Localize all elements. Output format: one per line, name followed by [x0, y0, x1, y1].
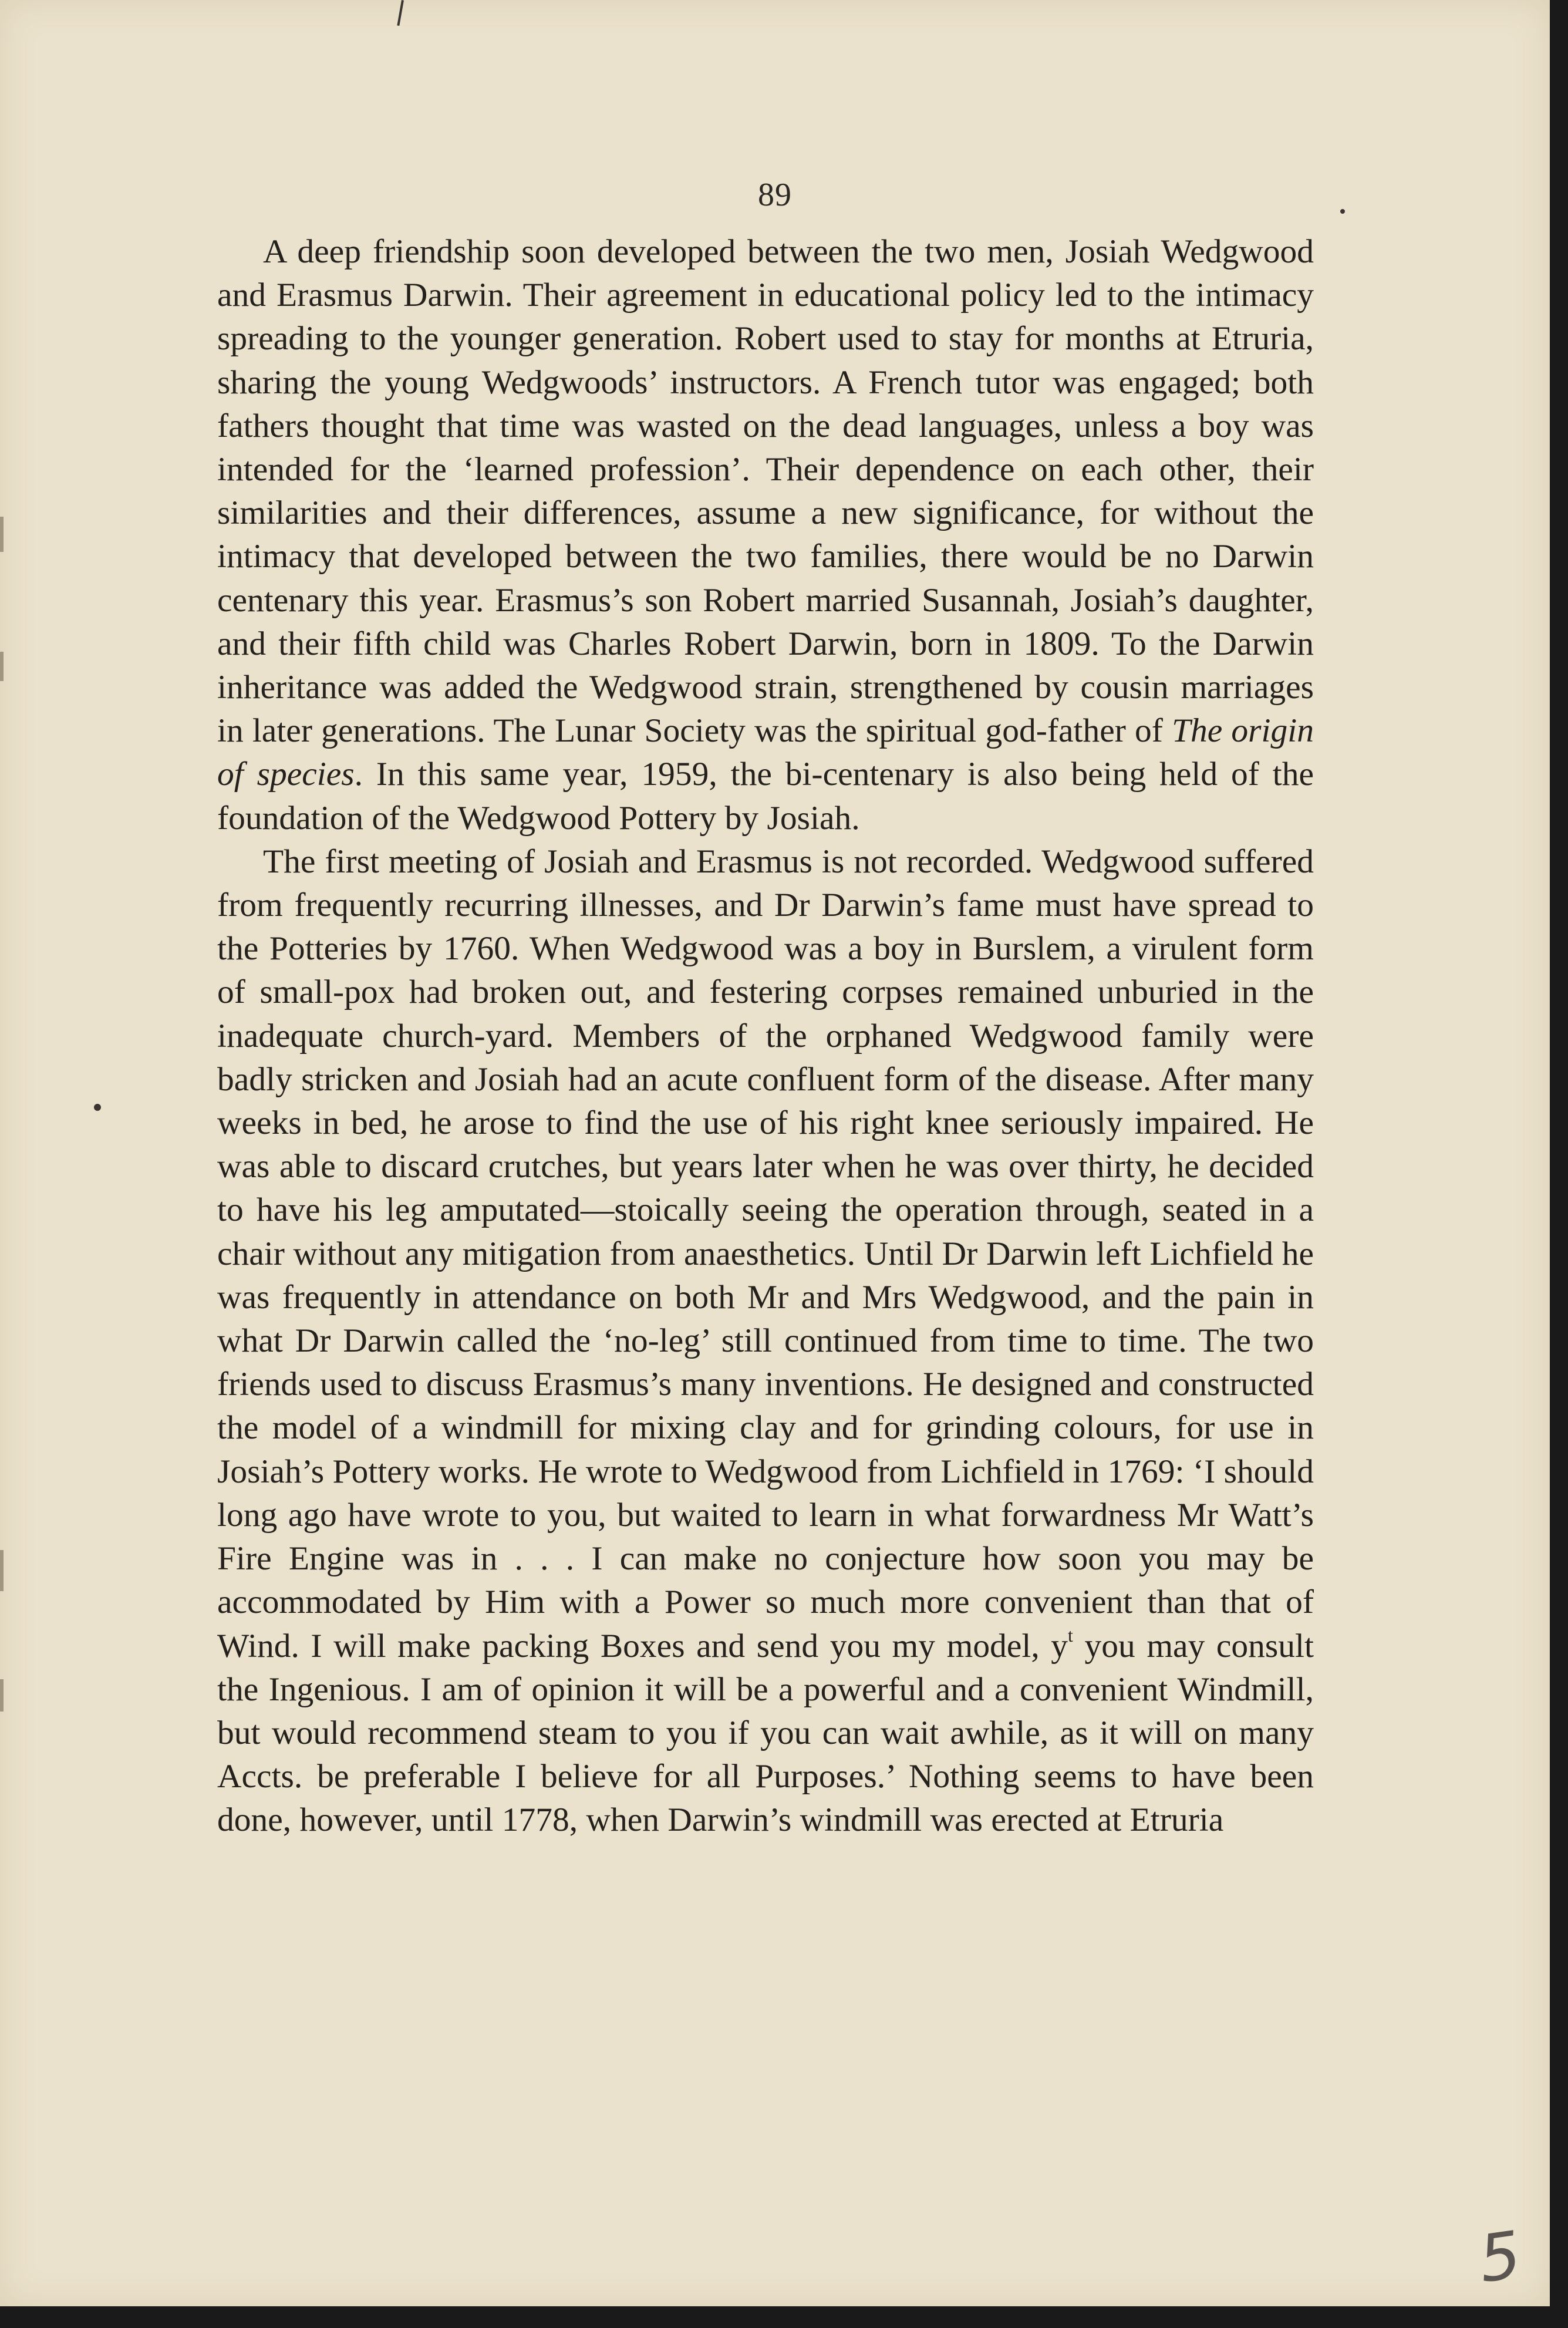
ink-stroke [397, 0, 404, 26]
superscript: t [1068, 1624, 1073, 1646]
ink-speck [94, 1104, 101, 1111]
binding-mark [0, 652, 4, 681]
binding-mark [0, 1550, 4, 1591]
body-text [217, 230, 1314, 1842]
binding-mark [0, 1679, 4, 1712]
paragraph-2: The first meeting of Josiah and Erasmus is not recorded. Wedgwood suffered from frequently recurring illnesses, and Dr Darwin’s fame must have spread to the Potteries by 1760. When Wedgwood was a boy in Burslem, a virulent form of small-pox had broken out, and festering corpses remained unburied in the inadequate church-yard. Members of the orphaned Wedgwood family were badly stricken and Josiah had an acute confluent form of the disease. After many weeks in bed, he arose to find the use of his right knee seriously impaired. He was able to discard crutches, but years later when he was over thirty, he decided to have his leg amputated—stoically seeing the operation through, seated in a chair without any mitigation from anaesthetics. Until Dr Darwin left Lichfield he was frequently in attendance on both Mr and Mrs Wedgwood, and the pain in what Dr Darwin called the ‘no-leg’ still continued from time to time. The two friends used to discuss Erasmus’s many inventions. He designed and constructed the model of a windmill for mixing clay and for grinding colours, for use in Josiah’s Pottery works. He wrote to Wedgwood from Lichfield in 1769: ‘I should long ago have wrote to you, but waited to learn in what forwardness Mr Watt’s Fire Engine was in . . . I can make no conjecture how soon you may be accommodated by Him with a Power so much more convenient than that of Wind. I will make packing Boxes and send you my model, $y^t$ you may consult the Ingenious. I am of opinion it will be a powerful and a convenient Windmill, but would recommend steam to you if you can wait awhile, as it will on many Accts. be preferable I believe for all Purposes.’ Nothing seems to have been done, however, until 1778, when Darwin’s windmill was erected at Etruria [217, 843, 1314, 1839]
binding-mark [0, 517, 4, 552]
page-number: 89 [758, 177, 792, 213]
handwritten-mark: 5 [1474, 2216, 1526, 2297]
book-title: The origin of species [217, 712, 1314, 793]
paragraph-1: A deep friendship soon developed between the two men, Josiah Wedgwood and Erasmus Darwin. Their agreement in educational policy led to the intimacy spreading to the younger generation. Robert used to stay for months at Etruria, sharing the young Wedgwoods’ instructors. A French tutor was engaged; both fathers thought that time was wasted on the dead languages, unless a boy was intended for the ‘learned profession’. Their dependence on each other, their similarities and their differences, assume a new significance, for without the intimacy that developed between the two families, there would be no Darwin centenary this year. Erasmus’s son Robert married Susannah, Josiah’s daughter, and their fifth child was Charles Robert Darwin, born in 1809. To the Darwin inheritance was added the Wedgwood strain, strengthened by cousin marriages in later generations. The Lunar Society was the spiritual god-father of The origin of species. In this same year, 1959, the bi-centenary is also being held of the foundation of the Wedgwood Pottery by Josiah. [217, 233, 1314, 837]
